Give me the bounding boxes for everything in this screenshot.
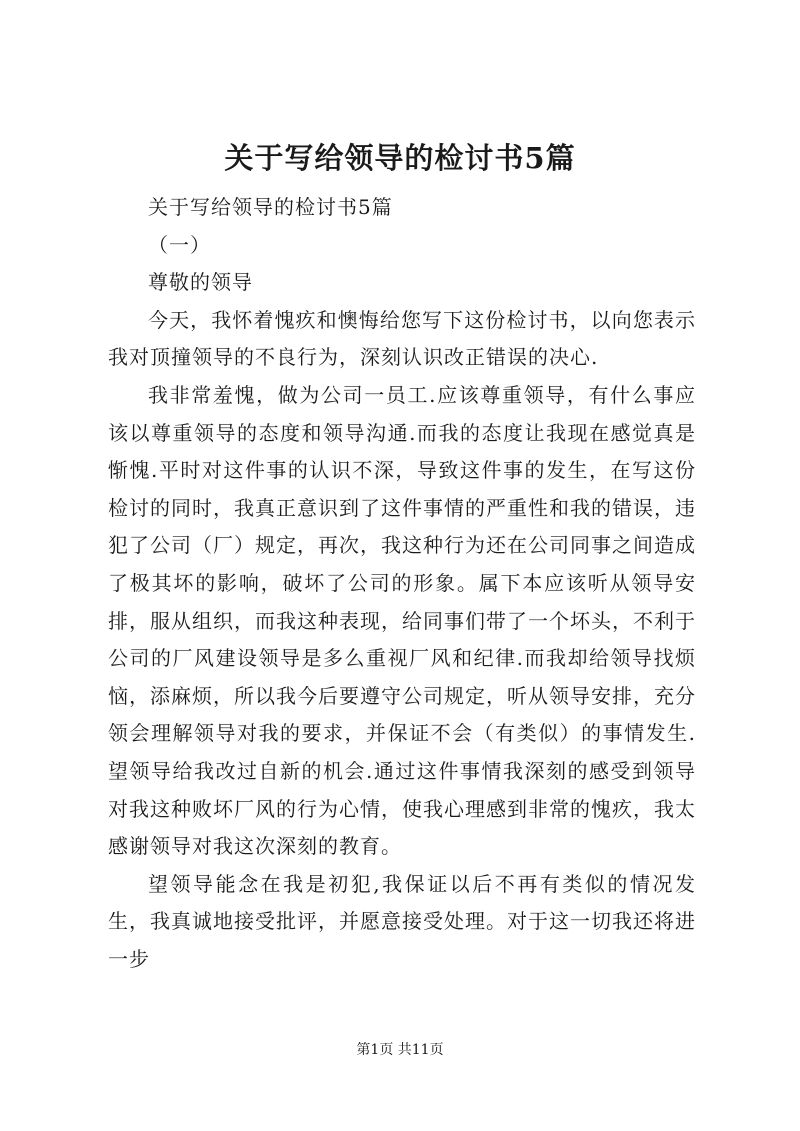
paragraph-section-number: （一） [148,232,211,257]
paragraph-salutation: 尊敬的领导 [148,270,253,295]
paragraph: 望领导能念在我是初犯,我保证以后不再有类似的情况发生，我真诚地接受批评，并愿意接受处理。对于这一切我还将进一步 [108,871,696,971]
paragraph: 今天，我怀着愧疚和懊悔给您写下这份检讨书，以向您表示我对顶撞领导的不良行为，深刻认识改正错误的决心. [108,307,696,370]
document-body [108,189,696,978]
page-footer: 第1页 共11页 [356,1042,444,1058]
paragraph: 我非常羞愧，做为公司一员工.应该尊重领导，有什么事应该以尊重领导的态度和领导沟通.而我的态度让我现在感觉真是惭愧.平时对这件事的认识不深，导致这件事的发生，在写这份检讨的同时，我真正意识到了这件事情的严重性和我的错误，违犯了公司（厂）规定，再次，我这种行为还在公司同事之间造成了极其坏的影响，破坏了公司的形象。属下本应该听从领导安排，服从组织，而我这种表现，给同事们带了一个坏头，不利于公司的厂风建设领导是多么重视厂风和纪律.而我却给领导找烦恼，添麻烦，所以我今后要遵守公司规定，听从领导安排，充分领会理解领导对我的要求，并保证不会（有类似）的事情发生.望领导给我改过自新的机会.通过这件事情我深刻的感受到领导对我这种败坏厂风的行为心情，使我心理感到非常的愧疚，我太感谢领导对我这次深刻的教育。 [108,382,696,859]
document-title: 关于写给领导的检讨书5篇 [224,141,576,175]
paragraph-subtitle: 关于写给领导的检讨书5篇 [148,195,393,219]
